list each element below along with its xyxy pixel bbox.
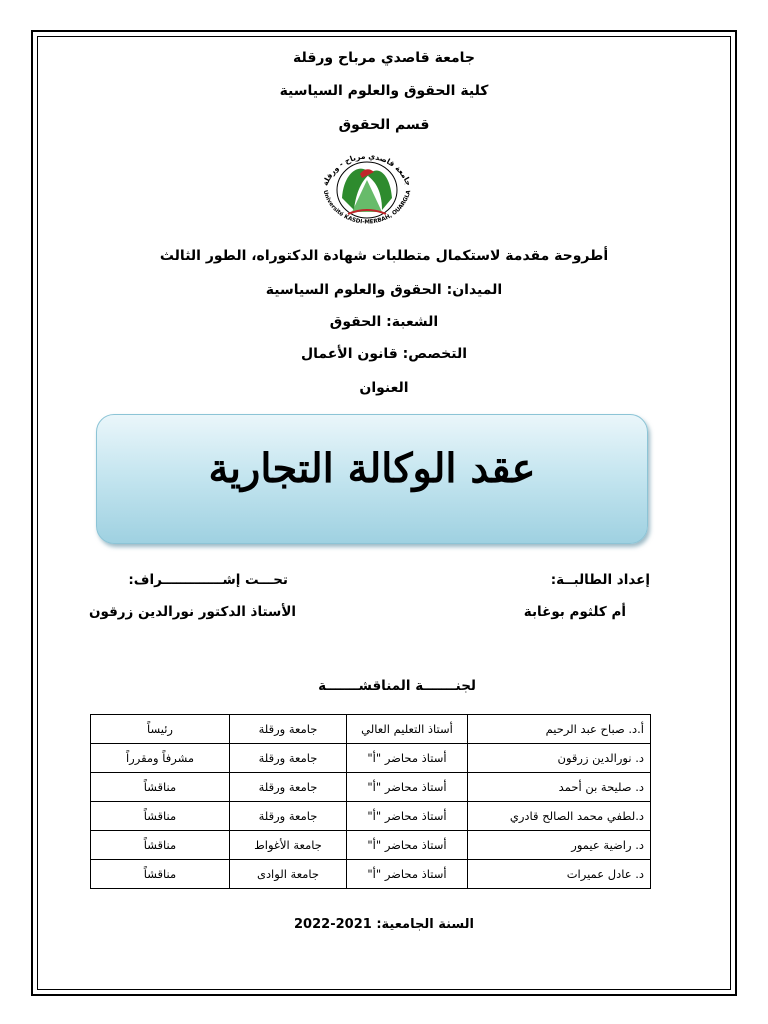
committee-role-cell: مناقشاً [91, 773, 230, 802]
committee-university-cell: جامعة ورقلة [230, 715, 347, 744]
thesis-title: عقد الوكالة التجارية [208, 445, 536, 492]
thesis-purpose: أطروحة مقدمة لاستكمال متطلبات شهادة الدكتوراه، الطور الثالث [159, 248, 609, 264]
student-name: أم كلثوم بوغابة [523, 604, 626, 620]
committee-rank-cell: أستاذ محاضر "أ" [347, 802, 468, 831]
committee-name-cell: د.لطفي محمد الصالح قادري [468, 802, 651, 831]
academic-year: السنة الجامعية: 2021-2022 [294, 917, 474, 932]
committee-heading: لجنـــــــة المناقشـــــــة [318, 678, 476, 694]
supervisor-name: الأستاذ الدكتور نورالدين زرقون [88, 604, 296, 620]
committee-university-cell: جامعة ورقلة [230, 802, 347, 831]
committee-table [90, 714, 651, 889]
supervisor-label: تحـــت إشـــــــــــــراف: [128, 572, 288, 588]
committee-rank-cell: أستاذ محاضر "أ" [347, 773, 468, 802]
thesis-specialty: التخصص: قانون الأعمال [300, 346, 468, 362]
committee-rank-cell: أستاذ محاضر "أ" [347, 860, 468, 889]
university-logo [312, 140, 422, 235]
university-name: جامعة قاصدي مرباح ورقلة [292, 50, 475, 66]
committee-row [91, 715, 651, 744]
committee-name-cell: د. نورالدين زرقون [468, 744, 651, 773]
committee-name-cell: د. عادل عميرات [468, 860, 651, 889]
committee-university-cell: جامعة ورقلة [230, 744, 347, 773]
committee-role-cell: مناقشاً [91, 802, 230, 831]
committee-rank-cell: أستاذ محاضر "أ" [347, 744, 468, 773]
committee-name-cell: أ.د. صباح عبد الرحيم [468, 715, 651, 744]
thesis-field: الميدان: الحقوق والعلوم السياسية [265, 282, 503, 298]
logo-arc-text-bottom: Université KASDI-MERBAH, OUARGLA [321, 189, 413, 226]
thesis-title-box [96, 414, 648, 544]
committee-university-cell: جامعة الوادى [230, 860, 347, 889]
committee-rank-cell: أستاذ محاضر "أ" [347, 831, 468, 860]
committee-rank-cell: أستاذ التعليم العالي [347, 715, 468, 744]
committee-role-cell: رئيساً [91, 715, 230, 744]
committee-role-cell: مناقشاً [91, 860, 230, 889]
thesis-title-label: العنوان [359, 380, 409, 396]
committee-row [91, 773, 651, 802]
department-name: قسم الحقوق [338, 117, 430, 133]
student-label: إعداد الطالبــة: [550, 572, 650, 588]
committee-name-cell: د. راضية عيمور [468, 831, 651, 860]
faculty-name: كلية الحقوق والعلوم السياسية [279, 83, 489, 99]
committee-role-cell: مشرفاً ومقرراً [91, 744, 230, 773]
committee-university-cell: جامعة الأغواط [230, 831, 347, 860]
committee-row [91, 860, 651, 889]
committee-row [91, 802, 651, 831]
committee-role-cell: مناقشاً [91, 831, 230, 860]
committee-name-cell: د. صليحة بن أحمد [468, 773, 651, 802]
committee-university-cell: جامعة ورقلة [230, 773, 347, 802]
thesis-branch: الشعبة: الحقوق [329, 314, 439, 330]
committee-row [91, 831, 651, 860]
committee-row [91, 744, 651, 773]
logo-arc-text-top: جامعة قاصدي مرباح - ورقلة [320, 151, 414, 188]
